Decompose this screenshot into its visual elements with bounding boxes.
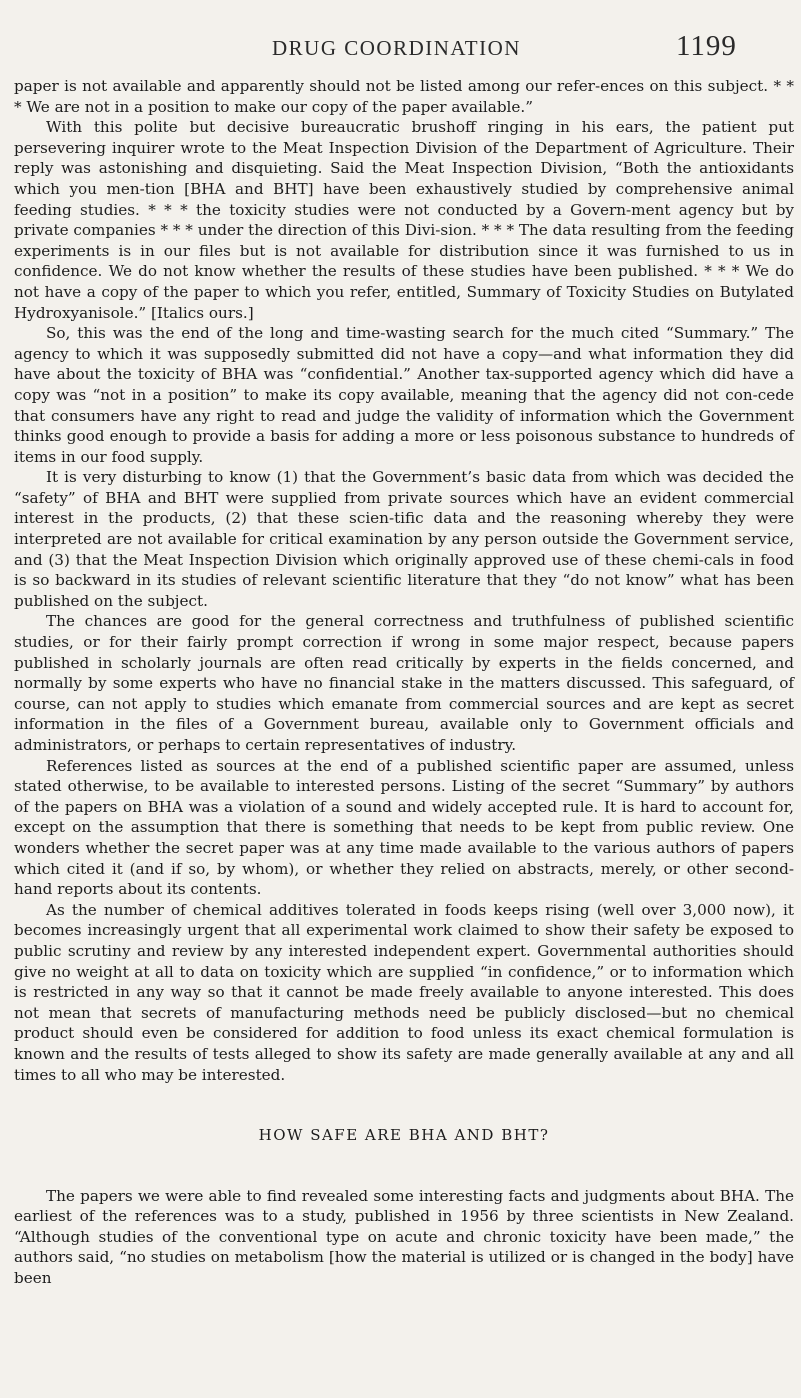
paragraph: The papers we were able to find revealed some interesting facts and judgments about BHA. The earliest of the references was to a study, published in 1956 by three scientists in New Zealand. “Although studies of the conventional type on acute and chronic toxicity have been made,” the authors said, “no studies on metabolism [how the material is utilized or is changed in the body] have been xyxy=(14,1186,794,1288)
paragraph: paper is not available and apparently should not be listed among our refer-ences on this subject. * * * We are not in a position to make our copy of the paper available.” xyxy=(14,77,794,116)
paragraph: So, this was the end of the long and time-wasting search for the much cited “Summary.” The agency to which it was supposedly submitted did not have a copy—and what information they did have about the toxicity of BHA was “confidential.” Another tax-supported agency which did have a copy was “not in a position” to make its copy available, meaning that the agency did not con-cede that consumers have any right to read and judge the validity of information which the Government thinks good enough to provide a basis for adding a more or less poisonous substance to hundreds of items in our food supply. xyxy=(14,324,794,466)
page-header xyxy=(0,22,801,62)
page-number: 1199 xyxy=(676,30,737,62)
paragraph: It is very disturbing to know (1) that the Government’s basic data from which was decided the “safety” of BHA and BHT were supplied from private sources which have an evident commercial interest in the products, (2) that these scien-tific data and the reasoning whereby they were interpreted are not available for critical examination by any person outside the Government service, and (3) that the Meat Inspection Division which originally approved use of these chemi-cals in food is so backward in its studies of relevant scientific literature that they “do not know” what has been published on the subject. xyxy=(14,468,794,610)
body-text xyxy=(14,76,794,1289)
paragraph: References listed as sources at the end of a published scientific paper are assumed, unless stated otherwise, to be available to interested persons. Listing of the secret “Summary” by authors of the papers on BHA was a violation of a sound and widely accepted rule. It is hard to account for, except on the assumption that there is something that needs to be kept from public review. One wonders whether the secret paper was at any time made available to the various authors of papers which cited it (and if so, by whom), or whether they relied on abstracts, merely, or other second-hand reports about its contents. xyxy=(14,756,794,899)
running-head: DRUG COORDINATION xyxy=(272,36,521,60)
section-heading: HOW SAFE ARE BHA AND BHT? xyxy=(258,1126,550,1145)
paragraph: The chances are good for the general correctness and truthfulness of published scientific studies, or for their fairly prompt correction if wrong in some major respect, because papers published in scholarly journals are often read critically by experts in the fields concerned, and normally by some experts who have no financial stake in the matters discussed. This safeguard, of course, can not apply to studies which emanate from commercial sources and are kept as secret information in the files of a Government bureau, available only to Government officials and administrators, or perhaps to certain representatives of industry. xyxy=(14,612,794,754)
paragraph: As the number of chemical additives tolerated in foods keeps rising (well over 3,000 now), it becomes increasingly urgent that all experimental work claimed to show their safety be exposed to public scrutiny and review by any interested independent expert. Governmental authorities should give no weight at all to data on toxicity which are supplied “in confidence,” or to information which is restricted in any way so that it cannot be made freely available to anyone interested. This does not mean that secrets of manufacturing methods need be publicly disclosed—but no chemical product should even be considered for addition to food unless its exact chemical formulation is known and the results of tests alleged to show its safety are made generally available at any and all times to all who may be interested. xyxy=(14,900,794,1084)
paragraph: With this polite but decisive bureaucratic brushoff ringing in his ears, the patient put persevering inquirer wrote to the Meat Inspection Division of the Department of Agriculture. Their reply was astonishing and disquieting. Said the Meat Inspection Division, “Both the antioxidants which you men-tion [BHA and BHT] have been exhaustively studied by comprehensive animal feeding studies. * * * the toxicity studies were not conducted by a Govern-ment agency but by private companies * * * under the direction of this Divi-sion. * * * The data resulting from the feeding experiments is in our files but is not available for distribution since it was furnished to us in confidence. We do not know whether the results of these studies have been published. * * * We do not have a copy of the paper to which you refer, entitled, Summary of Toxicity Studies on Butylated Hydroxyanisole.” [Italics ours.] xyxy=(14,118,794,322)
